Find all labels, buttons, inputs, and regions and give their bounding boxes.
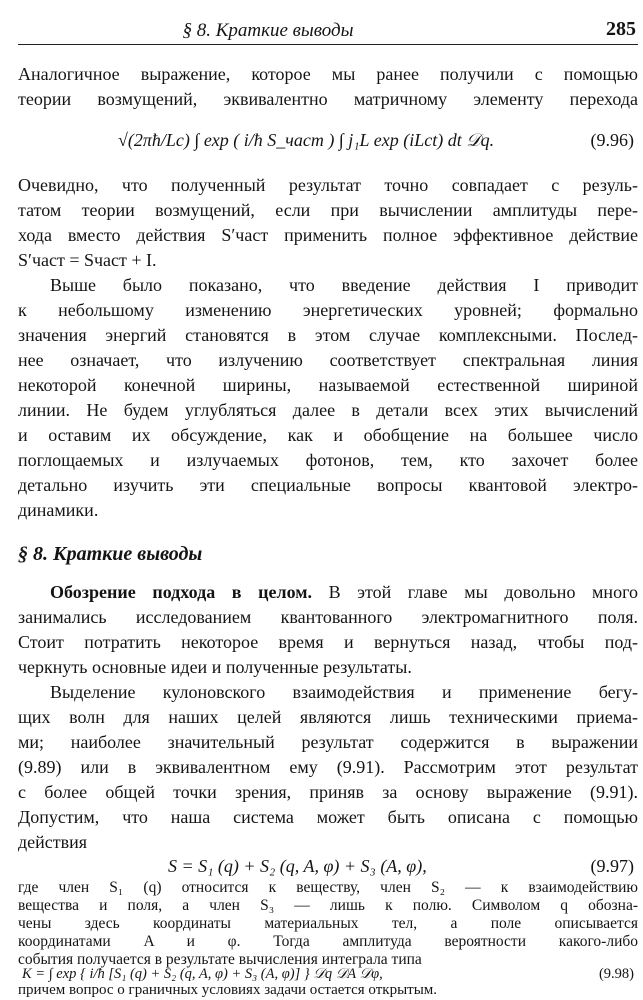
text-line: с более общей точки зрения, приняв за основу выражение (9.91).	[18, 782, 638, 802]
text-line: координатами A и φ. Тогда амплитуда вероятности какого-либо	[18, 933, 638, 950]
text-line: причем вопрос о граничных условиях задачи остается открытым.	[18, 982, 438, 998]
equation-body: √(2πħ/Lc) ∫ exp ( i/ħ S_част ) ∫ j₁L exp (iLct) dt 𝒟q.	[118, 130, 495, 150]
text-line: занимались исследованием квантованного электромагнитного поля.	[18, 607, 638, 627]
text-line: события получается в результате вычисления интеграла типа	[18, 951, 422, 968]
text-line: детально изучить эти специальные вопросы квантовой электро-	[18, 475, 638, 495]
text-line: и оставим их обсуждение, как и обобщение на большее число	[18, 425, 638, 445]
equation-9-98	[18, 966, 638, 983]
text-line: чены здесь координаты материальных тел, а поле описывается	[18, 915, 638, 932]
equation-number: (9.98)	[598, 966, 634, 982]
running-head-title: § 8. Краткие выводы	[182, 20, 354, 41]
text-line: Аналогичное выражение, которое мы ранее получили с помощью	[18, 64, 638, 84]
equation-body: S = S₁ (q) + S₂ (q, A, φ) + S₃ (A, φ),	[168, 856, 427, 876]
text-line: Стоит потратить некоторое время и вернуться назад, чтобы под-	[18, 632, 638, 652]
text-line: S′част = Sчаст + I.	[18, 250, 157, 270]
text-line: линии. Не будем углубляться далее в детали всех этих вычислений	[18, 400, 638, 420]
equation-number: (9.96)	[590, 130, 634, 150]
text-line: Очевидно, что полученный результат точно совпадает с резуль-	[18, 175, 638, 195]
section-heading: § 8. Краткие выводы	[18, 543, 203, 565]
text-line: динамики.	[18, 500, 99, 520]
text-line: татом теории возмущений, если при вычислении амплитуды пере-	[18, 200, 638, 220]
text-line: значения энергий становятся в этом случае комплексными. Послед-	[18, 325, 638, 345]
equation-number: (9.97)	[590, 856, 634, 876]
equation-body: K = ∫ exp { i/ħ [S₁ (q) + S₂ (q, A, φ) + S₃ (A, φ)] } 𝒟q 𝒟A 𝒟φ,	[22, 966, 383, 982]
text-line: черкнуть основные идеи и полученные результаты.	[18, 657, 412, 677]
text-line: поглощаемых и излучаемых фотонов, тем, кто захочет более	[18, 450, 638, 470]
text-line: нее означает, что излучению соответствует спектральная линия	[18, 350, 638, 370]
text-line: теории возмущений, эквивалентно матричному элементу перехода	[18, 89, 638, 109]
text-line: Выше было показано, что введение действия I приводит	[50, 275, 638, 295]
text-line: щих волн для наших целей являются лишь техническими приема-	[18, 707, 638, 727]
text-line	[50, 580, 638, 605]
text-line: где член S₁ (q) относится к веществу, член S₂ — к взаимодействию	[18, 879, 638, 896]
text-span: В этой главе мы довольно много	[328, 582, 638, 602]
text-line: действия	[18, 832, 88, 852]
text-line: (9.89) или в эквивалентном ему (9.91). Рассмотрим этот результат	[18, 757, 638, 777]
text-line: некоторой конечной ширины, называемой естественной шириной	[18, 375, 638, 395]
text-line: вещества и поля, а член S₃ — лишь к полю. Символом q обозна-	[18, 897, 638, 914]
equation-9-97	[18, 852, 638, 880]
text-line: ми; наиболее значительный результат содержится в выражении	[18, 732, 638, 752]
runin-heading: Обозрение подхода в целом.	[50, 582, 312, 602]
text-line: Допустим, что наша система может быть описана с помощью	[18, 807, 638, 827]
text-line: к небольшому изменению энергетических уровней; формально	[18, 300, 638, 320]
text-line: хода вместо действия S′част применить полное эффективное действие	[18, 225, 638, 245]
equation-9-96	[18, 126, 638, 154]
text-line: Выделение кулоновского взаимодействия и применение бегу-	[50, 682, 638, 702]
page-number: 285	[606, 18, 636, 40]
running-head	[18, 14, 638, 45]
